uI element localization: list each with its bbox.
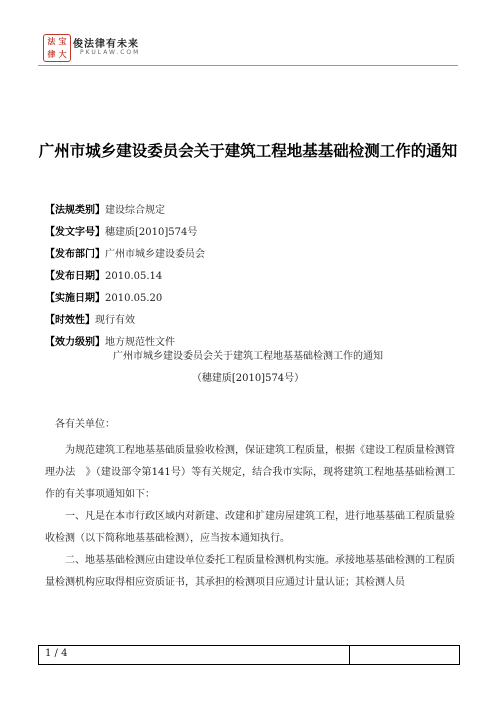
meta-label: 【实施日期】: [45, 293, 105, 304]
meta-value: 现行有效: [95, 315, 135, 326]
meta-label: 【法规类别】: [45, 205, 105, 216]
page-footer: [38, 645, 460, 665]
document-title: 广州市城乡建设委员会关于建筑工程地基基础检测工作的通知: [38, 142, 458, 160]
header-divider: [38, 65, 458, 66]
meta-label: 【效力级别】: [45, 337, 105, 348]
meta-label: 【时效性】: [45, 315, 95, 326]
meta-doc-number: [45, 226, 455, 248]
metadata-block: [45, 204, 455, 358]
meta-value: 广州市城乡建设委员会: [105, 249, 205, 260]
meta-label: 【发布部门】: [45, 249, 105, 260]
meta-value: 2010.05.14: [105, 271, 163, 282]
meta-validity: [45, 314, 455, 336]
meta-department: [45, 248, 455, 270]
meta-label: 【发文字号】: [45, 227, 105, 238]
page-number: 1 / 4: [45, 648, 68, 659]
footer-divider: [349, 646, 350, 664]
meta-effective-date: [45, 292, 455, 314]
brand-domain: PKULAW.COM: [80, 49, 141, 56]
notice-doc-number: （穗建质[2010]574号）: [191, 373, 305, 384]
meta-label: 【发布日期】: [45, 271, 105, 282]
body-paragraph: 为规范建筑工程地基基础质量验收检测，保证建筑工程质量，根据《建设工程质量检测管理办法 》（建设部令第141号）等有关规定，结合我市实际，现将建筑工程地基基础检测工作的有关事项通知如下：: [45, 445, 455, 500]
meta-value: 2010.05.20: [105, 293, 163, 304]
body-paragraph: 一、凡是在本市行政区域内对新建、改建和扩建房屋建筑工程，进行地基基础工程质量验收检测（以下简称地基基础检测），应当按本通知执行。: [45, 511, 455, 544]
document-body: [45, 414, 455, 594]
document-header: [38, 32, 458, 72]
pkulaw-logo: 法 宝 律 大: [43, 34, 71, 62]
meta-value: 地方规范性文件: [105, 337, 175, 348]
meta-category: [45, 204, 455, 226]
brand-slogan: 俊法律有未来: [73, 39, 139, 50]
meta-value: 穗建质[2010]574号: [105, 227, 198, 238]
greeting: 各有关单位：: [55, 419, 115, 430]
body-paragraph: 二、地基基础检测应由建设单位委托工程质量检测机构实施。承接地基基础检测的工程质量检测机构应取得相应资质证书，其承担的检测项目应通过计量认证；其检测人员: [45, 555, 455, 588]
notice-title: 广州市城乡建设委员会关于建筑工程地基基础检测工作的通知: [113, 351, 383, 362]
meta-value: 建设综合规定: [105, 205, 165, 216]
meta-publish-date: [45, 270, 455, 292]
